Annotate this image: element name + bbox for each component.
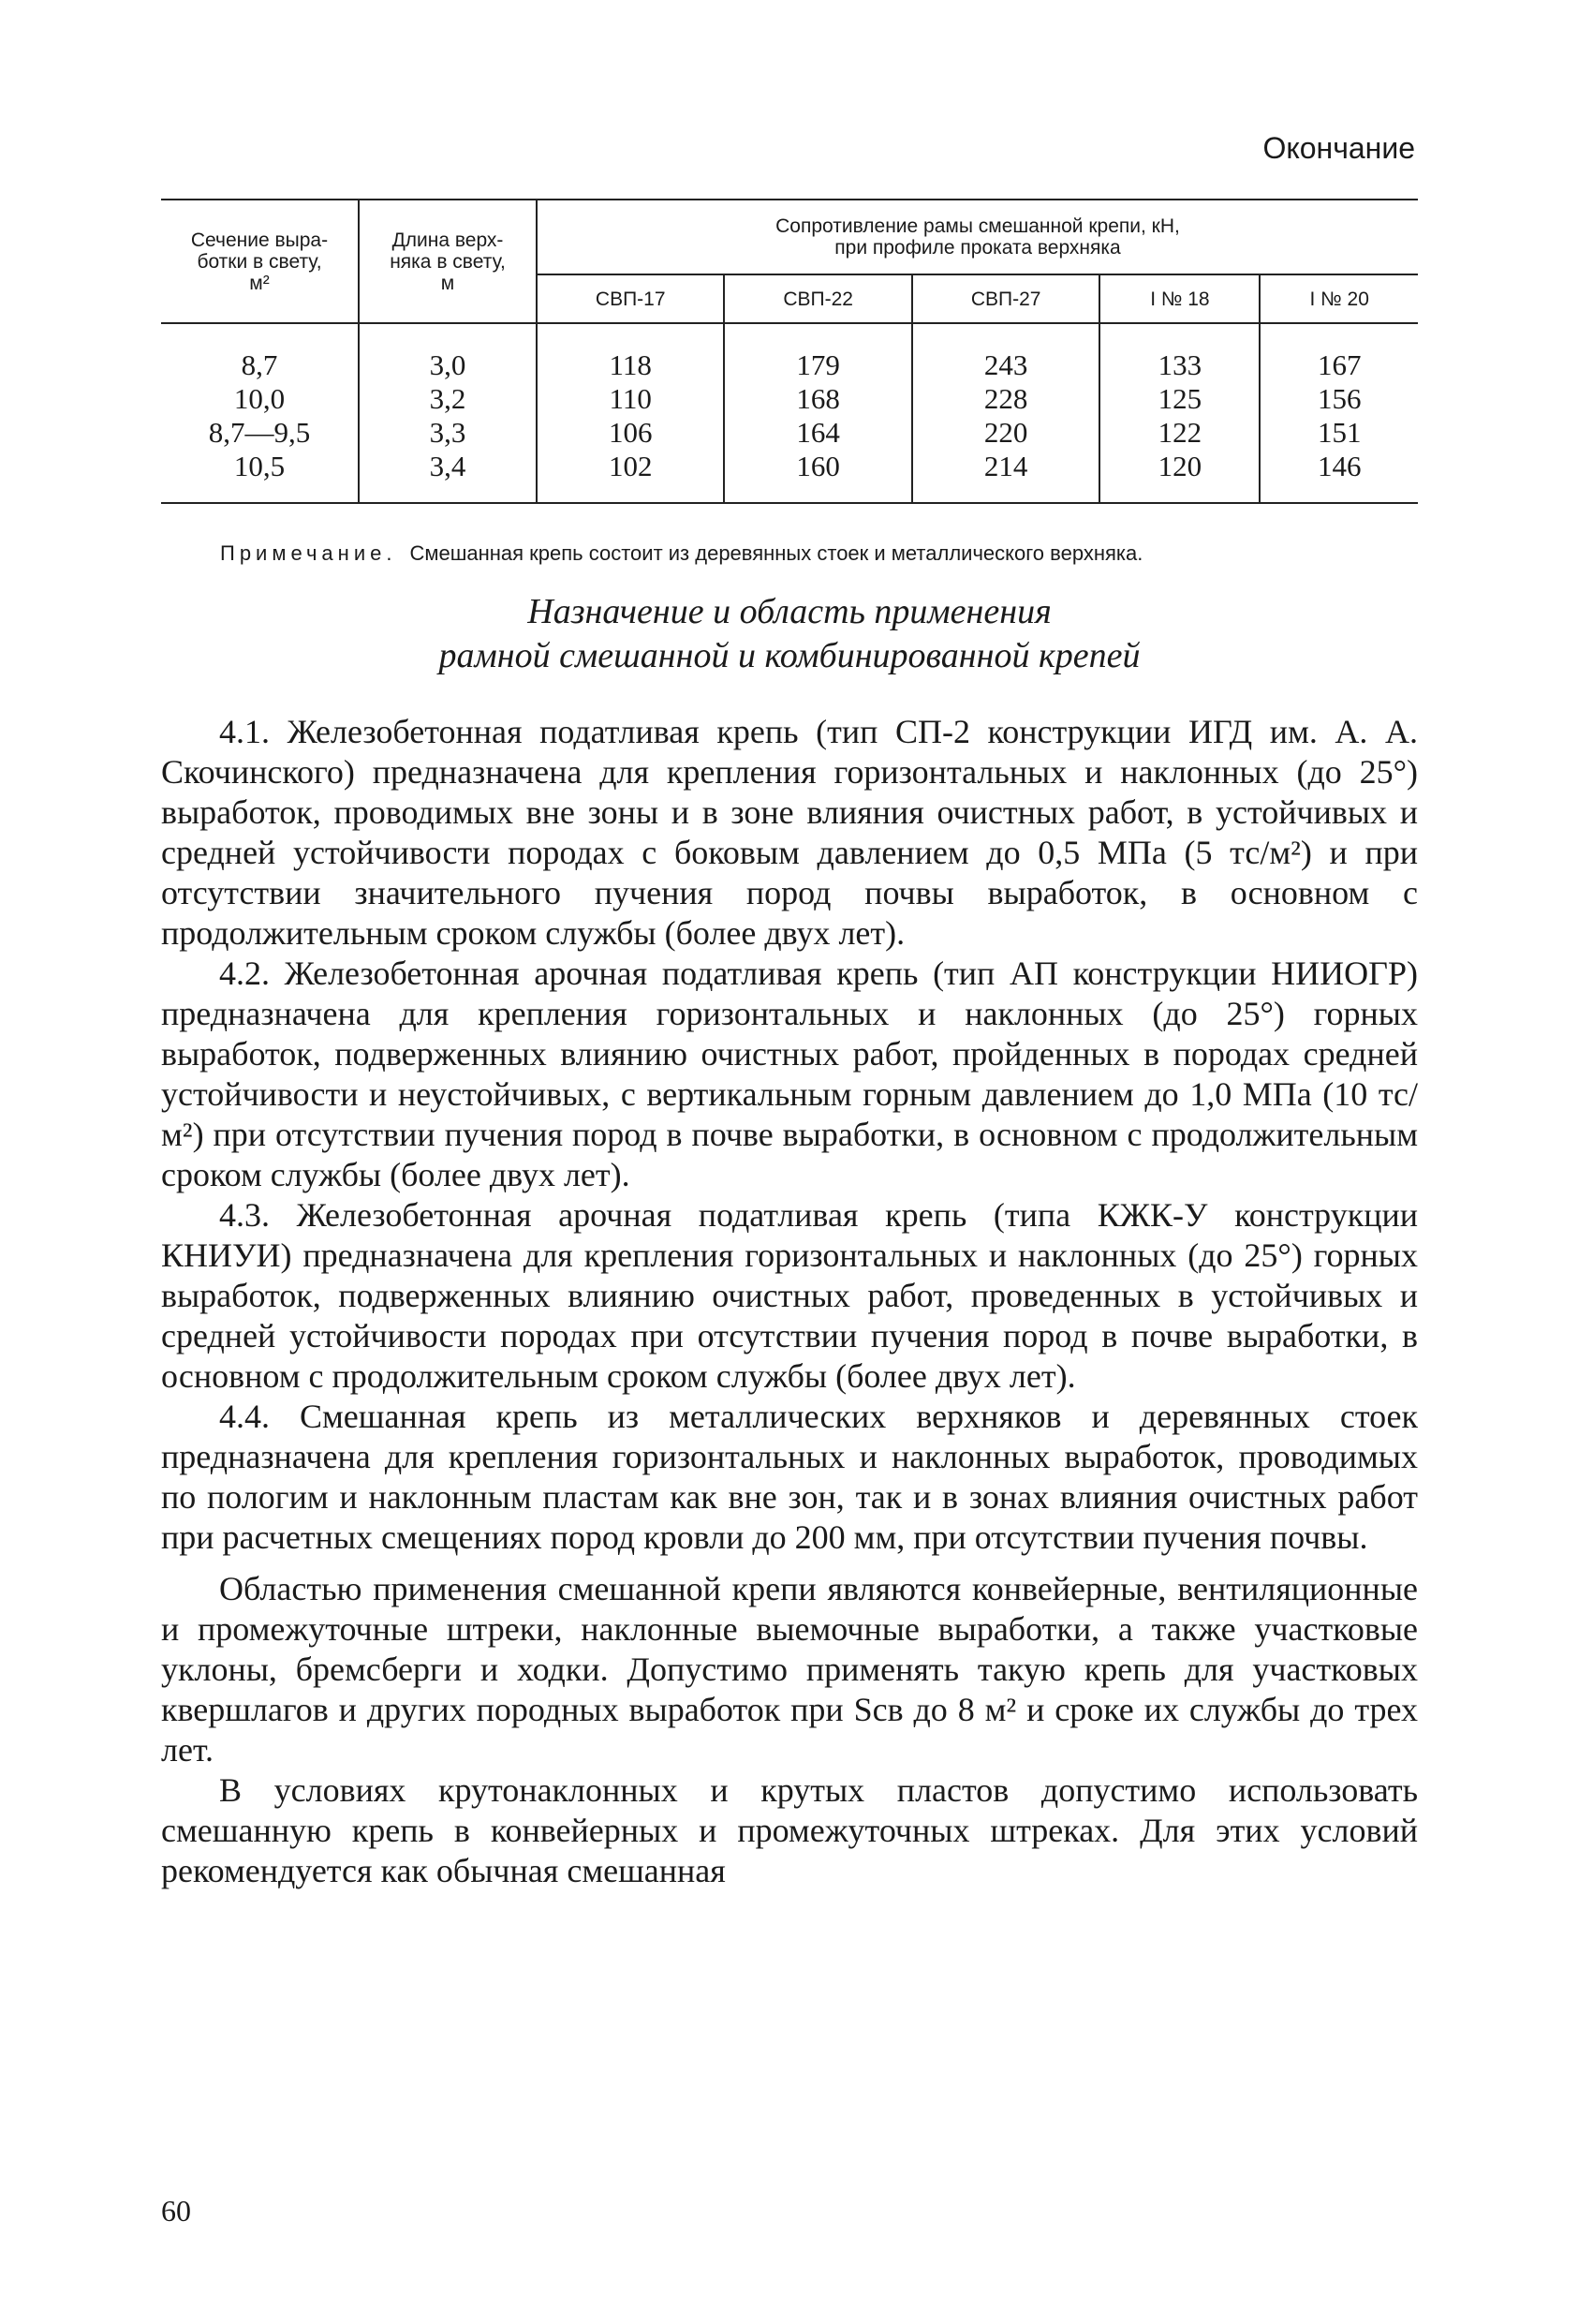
table-cell: 10,5 xyxy=(233,450,286,482)
table-cell: 3,3 xyxy=(429,416,466,449)
header-section-area: Сечение выра- ботки в свету, м² xyxy=(161,200,359,323)
table-cell: 10,0 xyxy=(233,382,286,415)
table-cell: 120 xyxy=(1158,450,1202,482)
table-cell: 167 xyxy=(1317,348,1362,381)
column-svp27 xyxy=(912,323,1099,503)
table-cell: 125 xyxy=(1158,382,1202,415)
table-cell: 102 xyxy=(608,450,653,482)
table-body-row xyxy=(161,323,1418,503)
header-i18: I № 18 xyxy=(1099,274,1260,323)
paragraph-scope: Областью применения смешанной крепи являются конвейерные, вентиляционные и промежуточные штреки, наклонные выемочные выработки, а также участковые уклоны, бремсберги и ходки. Допустимо применять такую крепь для участковых квершлагов и других породных выработок при Sсв до 8 м² и сроке их службы до трех лет. xyxy=(161,1570,1418,1769)
table-cell: 118 xyxy=(609,348,652,381)
table-cell: 179 xyxy=(796,348,840,381)
table-cell: 220 xyxy=(983,416,1028,449)
body-text xyxy=(161,712,1418,1891)
continuation-label: Окончание xyxy=(1262,131,1415,165)
table-note xyxy=(220,541,1419,566)
section-title-line-2: рамной смешанной и комбинированной крепей xyxy=(438,636,1141,675)
header-svp22: СВП-22 xyxy=(724,274,911,323)
table-cell: 3,4 xyxy=(429,450,466,482)
note-text: Смешанная крепь состоит из деревянных стоек и металлического верхняка. xyxy=(409,541,1143,565)
table-cell: 214 xyxy=(983,450,1028,482)
table-cell: 160 xyxy=(796,450,840,482)
page-number: 60 xyxy=(161,2194,191,2228)
table-cell: 146 xyxy=(1317,450,1362,482)
paragraph-4-4: 4.4. Смешанная крепь из металлических верхняков и деревянных стоек предназначена для крепления горизонтальных и наклонных выработок, проводимых по пологим и наклонным пластам как вне зон, так и в зонах влияния очистных работ при расчетных смещениях пород кровли до 200 мм, при отсутствии пучения почвы. xyxy=(161,1398,1418,1556)
header-svp27: СВП-27 xyxy=(912,274,1099,323)
paragraph-4-3: 4.3. Железобетонная арочная податливая крепь (типа КЖК-У конструкции КНИУИ) предназначена для крепления горизонтальных и наклонных (до 25°) горных выработок, подверженных влиянию очистных работ, проведенных в устойчивых и средней устойчивости породах при отсутствии пучения пород в почве выработки, в основном с продолжительным сроком службы (более двух лет). xyxy=(161,1196,1418,1395)
resistance-table xyxy=(161,199,1418,504)
paragraph-steep-seams: В условиях крутонаклонных и крутых пластов допустимо использовать смешанную крепь в конвейерных и промежуточных штреках. Для этих условий рекомендуется как обычная смешанная xyxy=(161,1771,1418,1889)
table-cell: 3,2 xyxy=(429,382,466,415)
table-cell: 122 xyxy=(1158,416,1202,449)
column-i20 xyxy=(1260,323,1418,503)
table-cell: 164 xyxy=(796,416,840,449)
table-cell: 8,7—9,5 xyxy=(208,416,311,449)
table-cell: 106 xyxy=(608,416,653,449)
header-svp17: СВП-17 xyxy=(537,274,724,323)
column-svp22 xyxy=(724,323,911,503)
column-section-area xyxy=(161,323,359,503)
header-i20: I № 20 xyxy=(1260,274,1418,323)
table-cell: 156 xyxy=(1317,382,1362,415)
paragraph-4-2: 4.2. Железобетонная арочная податливая крепь (тип АП конструкции НИИОГР) предназначена для крепления горизонтальных и наклонных (до 25°) горных выработок, подверженных влиянию очистных работ, пройденных в породах средней устойчивости и неустойчивых, с вертикальным горным давлением до 1,0 МПа (10 тс/м²) при отсутствии пучения пород в почве выработки, в основном с продолжительным сроком службы (более двух лет). xyxy=(161,955,1418,1193)
section-title xyxy=(161,590,1418,678)
header-crossbar-length: Длина верх- няка в свету, м xyxy=(359,200,537,323)
table-cell: 151 xyxy=(1317,416,1362,449)
column-i18 xyxy=(1099,323,1260,503)
column-svp17 xyxy=(537,323,724,503)
table-cell: 228 xyxy=(983,382,1028,415)
table-cell: 110 xyxy=(609,382,652,415)
table-cell: 133 xyxy=(1158,348,1202,381)
table-cell: 8,7 xyxy=(241,348,278,381)
paragraph-4-1: 4.1. Железобетонная податливая крепь (тип СП-2 конструкции ИГД им. А. А. Скочинского) предназначена для крепления горизонтальных и наклонных (до 25°) выработок, проводимых вне зоны и в зоне влияния очистных работ, в устойчивых и средней устойчивости породах с боковым давлением до 0,5 МПа (5 тс/м²) и при отсутствии значительного пучения пород почвы выработок, в основном с продолжительным сроком службы (более двух лет). xyxy=(161,713,1418,952)
note-label: Примечание. xyxy=(220,541,397,565)
table-cell: 168 xyxy=(796,382,840,415)
column-crossbar-length xyxy=(359,323,537,503)
table-cell: 243 xyxy=(983,348,1028,381)
header-frame-resistance: Сопротивление рамы смешанной крепи, кН, при профиле проката верхняка xyxy=(775,215,1180,259)
table-cell: 3,0 xyxy=(429,348,466,381)
section-title-line-1: Назначение и область применения xyxy=(527,592,1052,631)
